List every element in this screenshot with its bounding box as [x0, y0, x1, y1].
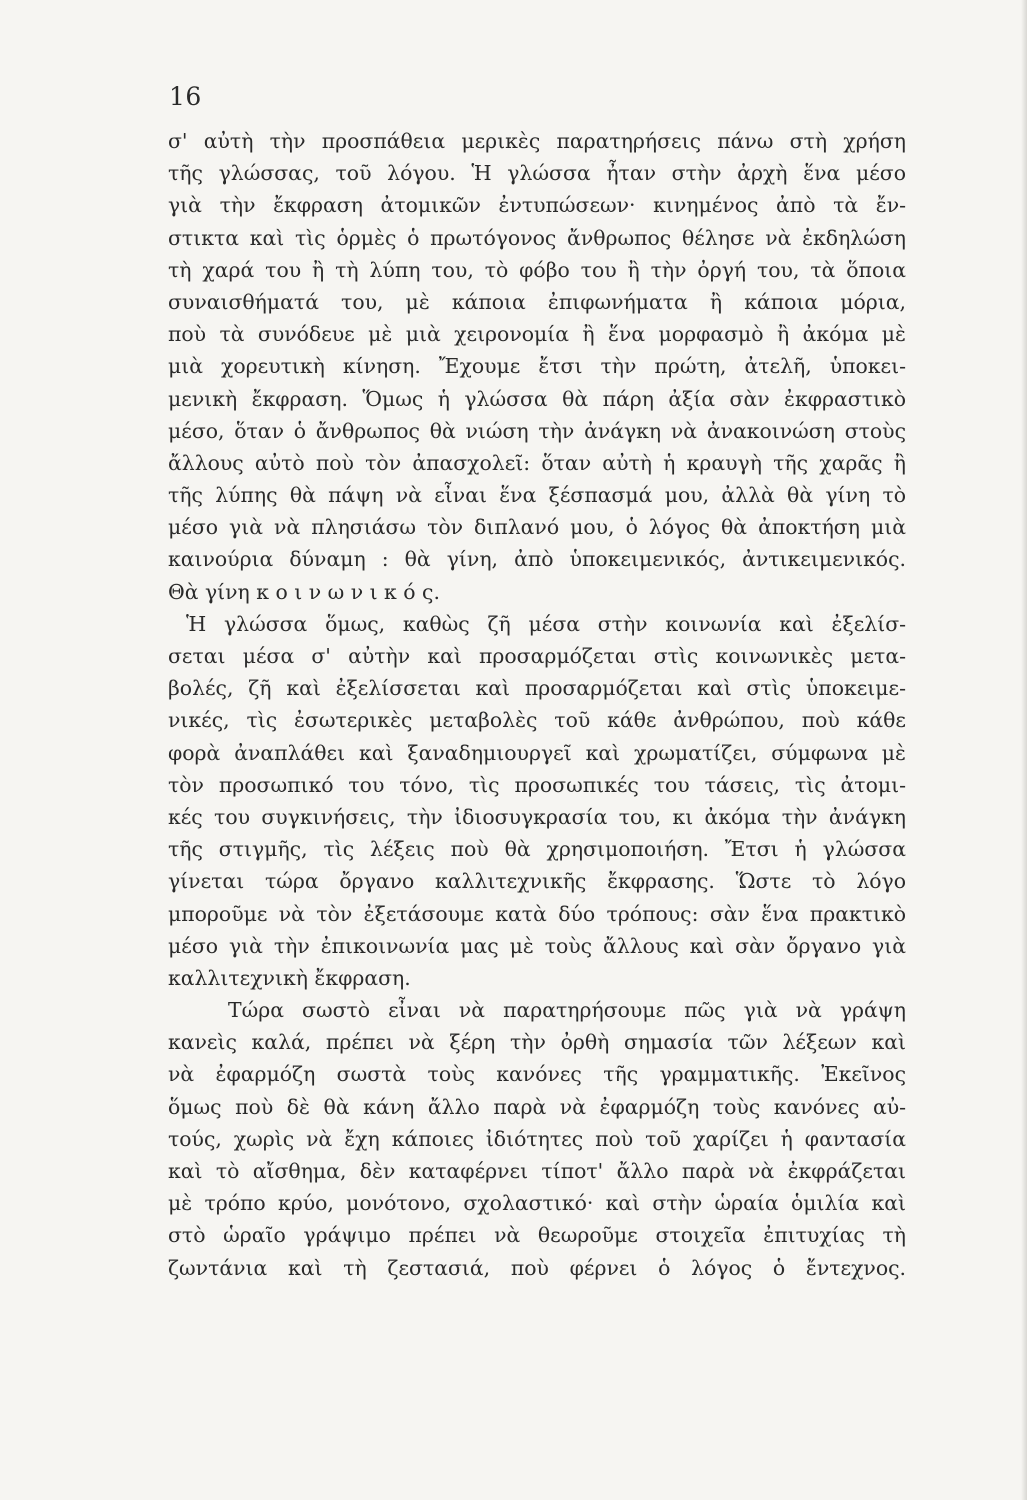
- paragraph-3: [168, 994, 906, 1284]
- text-line: τούς, χωρὶς νὰ ἔχη κάποιες ἰδιότητες ποὺ τοῦ χαρίζει ἡ φαντασία: [168, 1126, 906, 1151]
- text-line: ποὺ τὰ συνόδευε μὲ μιὰ χειρονομία ἢ ἕνα μορφασμὸ ἢ ἀκόμα μὲ: [168, 322, 906, 347]
- text-line: νικές, τὶς ἐσωτερικὲς μεταβολὲς τοῦ κάθε ἀνθρώπου, ποὺ κάθε: [168, 708, 906, 733]
- text-line: Ἡ γλώσσα ὅμως, καθὼς ζῆ μέσα στὴν κοινωνία καὶ ἐξελίσ-: [186, 611, 906, 636]
- text-line: τῆς στιγμῆς, τὶς λέξεις ποὺ θὰ χρησιμοποιήση. Ἔτσι ἡ γλώσσα: [168, 837, 906, 862]
- paragraph-2: [168, 608, 906, 994]
- text-line: καινούρια δύναμη : θὰ γίνη, ἀπὸ ὑποκειμενικός, ἀντικειμενικός.: [168, 547, 906, 572]
- page-edge-shadow: [1021, 0, 1027, 1500]
- text-line: κανεὶς καλά, πρέπει νὰ ξέρη τὴν ὀρθὴ σημασία τῶν λέξεων καὶ: [168, 1030, 906, 1055]
- text-line: τῆς γλώσσας, τοῦ λόγου. Ἡ γλώσσα ἦταν στὴν ἀρχὴ ἕνα μέσο: [168, 161, 906, 186]
- text-line: μενικὴ ἔκφραση. Ὅμως ἡ γλώσσα θὰ πάρη ἀξία σὰν ἐκφραστικὸ: [168, 386, 906, 411]
- text-line: κές του συγκινήσεις, τὴν ἰδιοσυγκρασία του, κι ἀκόμα τὴν ἀνάγκη: [168, 804, 906, 829]
- text-line: νὰ ἐφαρμόζη σωστὰ τοὺς κανόνες τῆς γραμματικῆς. Ἐκεῖνος: [168, 1062, 906, 1087]
- text-line: ὅμως ποὺ δὲ θὰ κάνη ἄλλο παρὰ νὰ ἐφαρμόζη τοὺς κανόνες αὐ-: [168, 1094, 906, 1119]
- text-line: μποροῦμε νὰ τὸν ἐξετάσουμε κατὰ δύο τρόπους: σὰν ἕνα πρακτικὸ: [168, 901, 906, 926]
- text-line: τῆς λύπης θὰ πάψη νὰ εἶναι ἕνα ξέσπασμά μου, ἀλλὰ θὰ γίνη τὸ: [168, 483, 906, 508]
- text-line: τὴ χαρά του ἢ τὴ λύπη του, τὸ φόβο του ἢ τὴν ὀργή του, τὰ ὅποια: [168, 257, 906, 282]
- text-line: στικτα καὶ τὶς ὁρμὲς ὁ πρωτόγονος ἄνθρωπος θέλησε νὰ ἐκδηλώση: [168, 225, 906, 250]
- text-line: ἄλλους αὐτὸ ποὺ τὸν ἀπασχολεῖ: ὅταν αὐτὴ ἡ κραυγὴ τῆς χαρᾶς ἢ: [168, 450, 906, 475]
- text-line: βολές, ζῆ καὶ ἐξελίσσεται καὶ προσαρμόζεται καὶ στὶς ὑποκειμε-: [168, 676, 906, 701]
- text-line: γίνεται τώρα ὄργανο καλλιτεχνικῆς ἔκφρασης. Ὥστε τὸ λόγο: [168, 869, 906, 894]
- text-line: μιὰ χορευτικὴ κίνηση. Ἔχουμε ἔτσι τὴν πρώτη, ἀτελῆ, ὑποκει-: [168, 354, 906, 379]
- text-line: μὲ τρόπο κρύο, μονότονο, σχολαστικό· καὶ στὴν ὡραία ὁμιλία καὶ: [168, 1191, 906, 1216]
- text-line: γιὰ τὴν ἔκφραση ἀτομικῶν ἐντυπώσεων· κινημένος ἀπὸ τὰ ἔν-: [168, 193, 906, 218]
- text-line: τὸν προσωπικό του τόνο, τὶς προσωπικές του τάσεις, τὶς ἀτομι-: [168, 772, 906, 797]
- text-line-emphasized: Θὰ γίνη κ ο ι ν ω ν ι κ ό ς.: [168, 579, 440, 604]
- text-line: στὸ ὡραῖο γράψιμο πρέπει νὰ θεωροῦμε στοιχεῖα ἐπιτυχίας τὴ: [168, 1223, 906, 1248]
- text-line: μέσο γιὰ τὴν ἐπικοινωνία μας μὲ τοὺς ἄλλους καὶ σὰν ὄργανο γιὰ: [168, 933, 906, 958]
- paragraph-1: [168, 125, 906, 608]
- text-line: συναισθήματά του, μὲ κάποια ἐπιφωνήματα ἢ κάποια μόρια,: [168, 289, 906, 314]
- text-line: καλλιτεχνικὴ ἔκφραση.: [168, 965, 411, 990]
- page-number: 16: [169, 82, 202, 111]
- text-line: Τώρα σωστὸ εἶναι νὰ παρατηρήσουμε πῶς γιὰ νὰ γράψη: [228, 998, 906, 1023]
- text-line: καὶ τὸ αἴσθημα, δὲν καταφέρνει τίποτ' ἄλλο παρὰ νὰ ἐκφράζεται: [168, 1159, 906, 1183]
- text-line: σεται μέσα σ' αὐτὴν καὶ προσαρμόζεται στὶς κοινωνικὲς μετα-: [168, 644, 906, 668]
- text-line: μέσο γιὰ νὰ πλησιάσω τὸν διπλανό μου, ὁ λόγος θὰ ἀποκτήση μιὰ: [168, 515, 906, 540]
- body-text: [168, 125, 906, 1284]
- text-line: σ' αὐτὴ τὴν προσπάθεια μερικὲς παρατηρήσεις πάνω στὴ χρήση: [168, 129, 906, 153]
- text-line: ζωντάνια καὶ τὴ ζεστασιά, ποὺ φέρνει ὁ λόγος ὁ ἔντεχνος.: [168, 1255, 906, 1280]
- text-line: φορὰ ἀναπλάθει καὶ ξαναδημιουργεῖ καὶ χρωματίζει, σύμφωνα μὲ: [168, 740, 906, 765]
- text-line: μέσο, ὅταν ὁ ἄνθρωπος θὰ νιώση τὴν ἀνάγκη νὰ ἀνακοινώση στοὺς: [168, 418, 906, 443]
